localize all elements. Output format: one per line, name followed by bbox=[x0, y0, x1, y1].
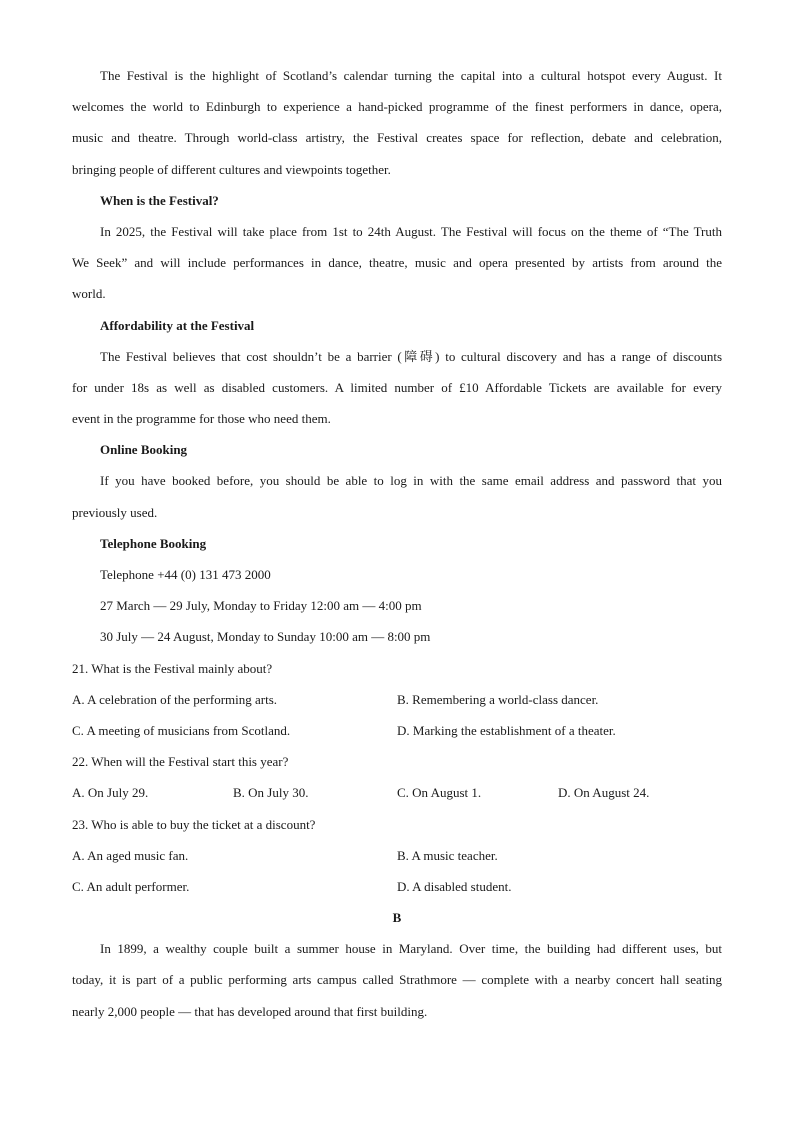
phone-hours-2: 30 July — 24 August, Monday to Sunday 10:00 am — 8:00 pm bbox=[100, 629, 431, 645]
question-23-option-a: A. An aged music fan. bbox=[72, 847, 189, 863]
online-line-1: If you have booked before, you should be able to log in with the same email address and password that you bbox=[100, 473, 722, 489]
intro-line-3: music and theatre. Through world-class artistry, the Festival creates space for reflection, debate and celebration, bbox=[72, 130, 722, 146]
intro-line-1: The Festival is the highlight of Scotland’s calendar turning the capital into a cultural hotspot every August. It bbox=[100, 68, 722, 83]
question-22-stem: 22. When will the Festival start this year? bbox=[72, 754, 289, 770]
when-heading: When is the Festival? bbox=[100, 192, 219, 208]
question-21-option-a: A. A celebration of the performing arts. bbox=[72, 691, 278, 707]
question-23-stem: 23. Who is able to buy the ticket at a discount? bbox=[72, 816, 316, 832]
question-22-options-row bbox=[72, 777, 722, 808]
phone-number: Telephone +44 (0) 131 473 2000 bbox=[100, 567, 271, 582]
question-21-stem: 21. What is the Festival mainly about? bbox=[72, 660, 273, 676]
when-line-2: We Seek” and will include performances in dance, theatre, music and opera presented by artists from around the bbox=[72, 255, 722, 271]
phone-hours-1: 27 March — 29 July, Monday to Friday 12:00 am — 4:00 pm bbox=[100, 598, 422, 614]
afford-line-1: The Festival believes that cost shouldn’t be a barrier (障碍) to cultural discovery and has a range of discounts bbox=[100, 348, 722, 364]
when-line-1: In 2025, the Festival will take place from 1st to 24th August. The Festival will focus on the theme of “The Truth bbox=[100, 223, 722, 239]
online-line-2: previously used. bbox=[72, 504, 158, 520]
afford-line-2: for under 18s as well as disabled customers. A limited number of £10 Affordable Tickets are available for every bbox=[72, 379, 722, 395]
question-22-option-c: C. On August 1. bbox=[397, 785, 482, 801]
question-21-option-b: B. Remembering a world-class dancer. bbox=[397, 691, 599, 707]
phone-heading: Telephone Booking bbox=[100, 535, 207, 551]
passage-b-line-1: In 1899, a wealthy couple built a summer house in Maryland. Over time, the building had different uses, but bbox=[100, 941, 722, 957]
intro-line-4: bringing people of different cultures and viewpoints together. bbox=[72, 161, 391, 177]
question-23-options-row-2 bbox=[72, 871, 722, 902]
passage-b-label: B bbox=[392, 910, 402, 926]
question-21-option-c: C. A meeting of musicians from Scotland. bbox=[72, 722, 291, 738]
document-page bbox=[72, 60, 722, 1027]
question-23-option-c: C. An adult performer. bbox=[72, 878, 190, 894]
question-22-option-a: A. On July 29. bbox=[72, 785, 149, 801]
intro-line-2: welcomes the world to Edinburgh to experience a hand-picked programme of the finest performers in dance, opera, bbox=[72, 99, 722, 115]
question-22-option-b: B. On July 30. bbox=[233, 785, 309, 801]
question-21-options-row-2 bbox=[72, 715, 722, 746]
afford-line-3: event in the programme for those who need them. bbox=[72, 411, 331, 427]
question-22-option-d: D. On August 24. bbox=[558, 785, 650, 801]
question-21-options-row-1 bbox=[72, 684, 722, 715]
question-23-options-row-1 bbox=[72, 840, 722, 871]
question-23-option-b: B. A music teacher. bbox=[397, 847, 498, 863]
question-21-option-d: D. Marking the establishment of a theater. bbox=[397, 722, 616, 738]
passage-b-line-3: nearly 2,000 people — that has developed around that first building. bbox=[72, 1003, 428, 1019]
question-23-option-d: D. A disabled student. bbox=[397, 878, 512, 894]
online-heading: Online Booking bbox=[100, 442, 188, 458]
when-line-3: world. bbox=[72, 286, 106, 302]
afford-heading: Affordability at the Festival bbox=[100, 317, 255, 333]
passage-b-line-2: today, it is part of a public performing arts campus called Strathmore — complete with a nearby concert hall seating bbox=[72, 972, 722, 988]
